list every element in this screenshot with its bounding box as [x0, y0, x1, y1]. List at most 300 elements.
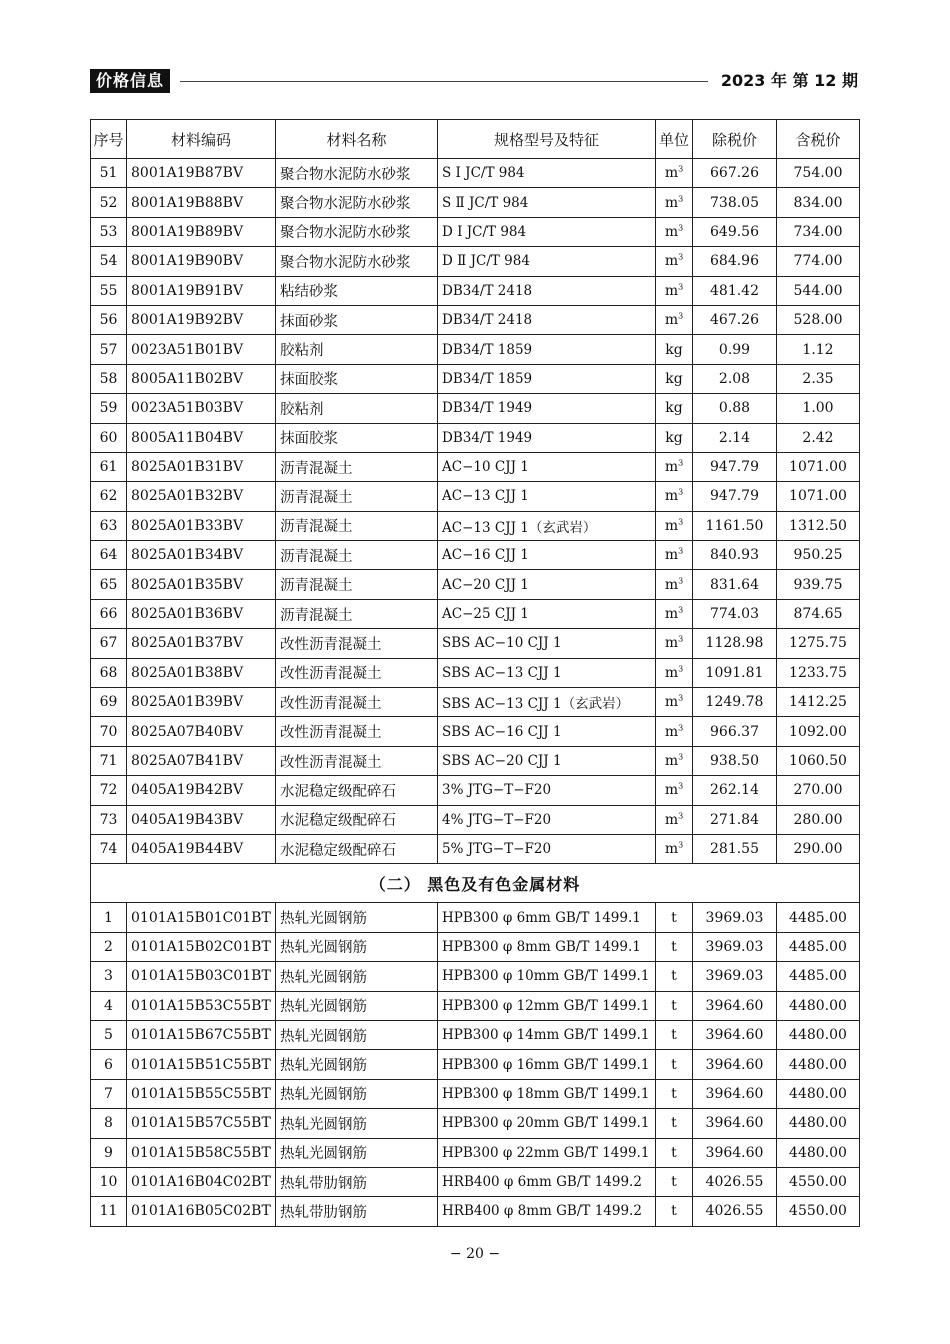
price-ex-tax: 649.56	[710, 223, 759, 240]
spec: AC−13 CJJ 1（玄武岩）	[442, 519, 597, 536]
table-row	[91, 335, 860, 364]
material-name-cell	[276, 834, 438, 863]
material-code-cell	[127, 1079, 276, 1108]
price-ex-tax-cell	[693, 511, 777, 540]
material-code-cell	[127, 188, 276, 217]
material-name-cell	[276, 423, 438, 452]
row-number-cell	[91, 658, 127, 687]
price-inc-tax-cell	[777, 688, 860, 717]
spec-cell	[438, 903, 656, 932]
row-number: 1	[104, 909, 113, 926]
price-ex-tax-cell	[693, 1109, 777, 1138]
unit: t	[671, 909, 677, 926]
material-name-cell	[276, 805, 438, 834]
price-inc-tax: 1312.50	[789, 517, 847, 534]
col-header-name: 材料名称	[276, 120, 438, 159]
table-row	[91, 247, 860, 276]
price-inc-tax: 754.00	[793, 165, 843, 182]
price-ex-tax: 3964.60	[705, 1027, 764, 1044]
row-number-cell	[91, 159, 127, 188]
material-code: 0101A15B67C55BT	[131, 1027, 271, 1044]
price-ex-tax-cell	[693, 1020, 777, 1049]
spec: SBS AC−16 CJJ 1	[442, 723, 562, 740]
material-name: 热轧光圆钢筋	[280, 1087, 367, 1104]
material-code-cell	[127, 834, 276, 863]
price-ex-tax-cell	[693, 1167, 777, 1196]
unit: m	[664, 194, 679, 211]
unit: m	[664, 782, 679, 799]
spec-cell	[438, 1020, 656, 1049]
material-code: 8025A01B37BV	[131, 635, 244, 652]
unit-cell	[656, 364, 693, 393]
material-name-cell	[276, 452, 438, 481]
row-number-cell	[91, 305, 127, 334]
table-body-part-1	[91, 159, 860, 864]
price-inc-tax: 4480.00	[789, 997, 847, 1014]
material-name: 热轧光圆钢筋	[280, 1146, 367, 1163]
price-inc-tax-cell	[777, 717, 860, 746]
material-name: 水泥稳定级配碎石	[280, 813, 396, 830]
unit-cell	[656, 688, 693, 717]
unit-cell	[656, 1020, 693, 1049]
material-name: 抹面胶浆	[280, 431, 338, 448]
row-number-cell	[91, 276, 127, 305]
price-ex-tax: 3964.60	[705, 1144, 764, 1161]
page-number: − 20 −	[449, 1246, 501, 1262]
material-name: 热轧光圆钢筋	[280, 969, 367, 986]
row-number-cell	[91, 570, 127, 599]
unit-cell	[656, 903, 693, 932]
row-number-cell	[91, 188, 127, 217]
material-name: 改性沥青混凝土	[280, 636, 382, 653]
unit-cell	[656, 658, 693, 687]
material-code: 0101A16B05C02BT	[131, 1203, 271, 1220]
price-table	[90, 119, 860, 1227]
price-inc-tax-cell	[777, 305, 860, 334]
table-row	[91, 1020, 860, 1049]
row-number-cell	[91, 688, 127, 717]
price-ex-tax: 3964.60	[705, 1115, 764, 1132]
material-code: 8025A07B41BV	[131, 753, 244, 769]
price-inc-tax-cell	[777, 1197, 860, 1226]
material-name: 聚合物水泥防水砂浆	[280, 254, 411, 271]
spec-cell	[438, 805, 656, 834]
material-code-cell	[127, 932, 276, 961]
price-ex-tax: 738.05	[710, 194, 759, 211]
price-inc-tax: 1.12	[802, 341, 834, 358]
price-ex-tax-cell	[693, 1138, 777, 1167]
spec-cell	[438, 717, 656, 746]
spec: D Ⅰ JC/T 984	[442, 223, 527, 240]
material-code-cell	[127, 394, 276, 423]
row-number: 5	[104, 1027, 113, 1044]
material-name-cell	[276, 1197, 438, 1226]
price-ex-tax: 938.50	[710, 753, 759, 769]
spec: DB34/T 1949	[442, 400, 533, 417]
table-row	[91, 570, 860, 599]
price-inc-tax-cell	[777, 394, 860, 423]
table-header	[91, 120, 860, 159]
price-inc-tax-cell	[777, 932, 860, 961]
material-code-cell	[127, 305, 276, 334]
row-number: 8	[104, 1115, 113, 1132]
price-inc-tax: 4485.00	[789, 909, 847, 926]
spec: HRB400 φ 8mm GB/T 1499.2	[442, 1203, 642, 1220]
material-code: 0023A51B03BV	[131, 400, 244, 417]
spec: HPB300 φ 18mm GB/T 1499.1	[442, 1085, 650, 1102]
material-name: 粘结砂浆	[280, 284, 338, 301]
price-inc-tax-cell	[777, 188, 860, 217]
material-name: 抹面砂浆	[280, 313, 338, 330]
table-row	[91, 717, 860, 746]
material-code-cell	[127, 688, 276, 717]
material-code: 8005A11B04BV	[131, 429, 244, 446]
table-row	[91, 1167, 860, 1196]
table-row	[91, 776, 860, 805]
unit-cell	[656, 217, 693, 246]
price-inc-tax-cell	[777, 452, 860, 481]
price-ex-tax: 271.84	[710, 811, 759, 828]
row-number: 58	[99, 370, 118, 387]
spec: DB34/T 1949	[442, 429, 533, 446]
price-ex-tax: 2.14	[718, 429, 751, 446]
material-name: 热轧带肋钢筋	[280, 1204, 367, 1221]
price-ex-tax: 281.55	[710, 841, 759, 858]
price-inc-tax-cell	[777, 247, 860, 276]
row-number: 59	[99, 400, 118, 417]
unit-exponent: 3	[678, 634, 684, 644]
material-code: 0101A15B01C01BT	[131, 909, 271, 926]
row-number-cell	[91, 805, 127, 834]
col-header-price-inc-tax: 含税价	[777, 120, 860, 159]
price-inc-tax: 4480.00	[789, 1027, 847, 1044]
unit-exponent: 3	[678, 752, 684, 762]
table-row	[91, 1079, 860, 1108]
price-ex-tax: 1161.50	[705, 517, 764, 534]
material-code: 8005A11B02BV	[131, 370, 244, 387]
price-inc-tax-cell	[777, 1167, 860, 1196]
price-inc-tax-cell	[777, 1109, 860, 1138]
price-ex-tax-cell	[693, 903, 777, 932]
price-ex-tax-cell	[693, 423, 777, 452]
spec-cell	[438, 1197, 656, 1226]
unit: t	[671, 1174, 677, 1191]
spec: HPB300 φ 14mm GB/T 1499.1	[442, 1027, 650, 1044]
spec-cell	[438, 1167, 656, 1196]
table-row	[91, 991, 860, 1020]
price-inc-tax-cell	[777, 658, 860, 687]
material-code: 8025A01B39BV	[131, 694, 244, 711]
price-inc-tax-cell	[777, 511, 860, 540]
material-code-cell	[127, 511, 276, 540]
row-number: 52	[99, 194, 118, 211]
table-row	[91, 932, 860, 961]
spec: 5% JTG−T−F20	[442, 841, 552, 858]
unit-cell	[656, 962, 693, 991]
material-code: 0101A15B57C55BT	[131, 1115, 271, 1132]
spec-cell	[438, 658, 656, 687]
row-number-cell	[91, 599, 127, 628]
unit-exponent: 3	[678, 458, 684, 468]
unit: t	[671, 1203, 677, 1220]
unit: kg	[665, 370, 683, 387]
row-number-cell	[91, 217, 127, 246]
unit: t	[671, 1056, 677, 1073]
spec-cell	[438, 394, 656, 423]
spec-cell	[438, 776, 656, 805]
spec-cell	[438, 364, 656, 393]
price-ex-tax: 3964.60	[705, 1085, 764, 1102]
table-row	[91, 452, 860, 481]
row-number-cell	[91, 746, 127, 775]
table-row	[91, 511, 860, 540]
material-code: 0101A16B04C02BT	[131, 1174, 271, 1191]
col-header-price-ex-tax: 除税价	[693, 120, 777, 159]
unit-exponent: 3	[678, 487, 684, 497]
unit-exponent: 3	[678, 664, 684, 674]
unit-cell	[656, 1050, 693, 1079]
price-inc-tax-cell	[777, 599, 860, 628]
row-number: 4	[104, 997, 113, 1014]
price-inc-tax: 834.00	[793, 194, 843, 211]
unit-exponent: 3	[678, 693, 684, 703]
price-ex-tax-cell	[693, 394, 777, 423]
price-inc-tax-cell	[777, 423, 860, 452]
row-number-cell	[91, 247, 127, 276]
unit: m	[664, 253, 679, 270]
spec: AC−13 CJJ 1	[442, 488, 529, 505]
material-code: 8025A01B38BV	[131, 664, 244, 681]
material-code: 8001A19B92BV	[131, 312, 244, 329]
material-name-cell	[276, 629, 438, 658]
col-header-unit: 单位	[656, 120, 693, 159]
price-inc-tax: 939.75	[793, 576, 843, 593]
material-name: 水泥稳定级配碎石	[280, 842, 396, 859]
row-number-cell	[91, 511, 127, 540]
unit: t	[671, 938, 677, 955]
price-ex-tax-cell	[693, 834, 777, 863]
material-code: 8001A19B89BV	[131, 223, 244, 240]
row-number: 66	[99, 606, 118, 623]
unit-exponent: 3	[678, 811, 684, 821]
unit-cell	[656, 482, 693, 511]
price-inc-tax: 2.42	[802, 429, 834, 446]
material-code: 8025A01B34BV	[131, 547, 244, 564]
row-number-cell	[91, 717, 127, 746]
material-code-cell	[127, 364, 276, 393]
material-name-cell	[276, 1079, 438, 1108]
price-inc-tax: 950.25	[793, 547, 843, 564]
material-name: 热轧光圆钢筋	[280, 1028, 367, 1045]
price-inc-tax-cell	[777, 159, 860, 188]
price-inc-tax: 1092.00	[789, 723, 847, 740]
row-number: 62	[99, 488, 118, 505]
spec-cell	[438, 159, 656, 188]
unit-cell	[656, 305, 693, 334]
price-ex-tax: 4026.55	[705, 1203, 764, 1220]
material-name: 沥青混凝土	[280, 519, 353, 536]
price-inc-tax: 4480.00	[789, 1115, 847, 1132]
spec-cell	[438, 570, 656, 599]
material-name: 抹面胶浆	[280, 372, 338, 389]
unit-exponent: 3	[678, 252, 684, 262]
material-name: 沥青混凝土	[280, 607, 353, 624]
unit-exponent: 3	[678, 576, 684, 585]
material-code-cell	[127, 570, 276, 599]
spec-cell	[438, 932, 656, 961]
price-ex-tax: 0.99	[718, 341, 751, 358]
spec: SBS AC−10 CJJ 1	[442, 635, 562, 652]
col-header-code: 材料编码	[127, 120, 276, 159]
material-code: 0405A19B43BV	[131, 811, 244, 828]
material-name-cell	[276, 159, 438, 188]
material-code-cell	[127, 599, 276, 628]
spec-cell	[438, 305, 656, 334]
material-code-cell	[127, 717, 276, 746]
row-number: 69	[99, 694, 118, 711]
price-ex-tax: 1128.98	[705, 635, 764, 652]
spec: HPB300 φ 6mm GB/T 1499.1	[442, 909, 641, 926]
spec: SBS AC−13 CJJ 1	[442, 664, 562, 681]
price-inc-tax: 1071.00	[789, 488, 847, 505]
row-number-cell	[91, 834, 127, 863]
table-row	[91, 746, 860, 775]
material-code-cell	[127, 423, 276, 452]
price-ex-tax: 774.03	[710, 606, 759, 623]
material-name-cell	[276, 599, 438, 628]
price-ex-tax-cell	[693, 247, 777, 276]
material-code-cell	[127, 991, 276, 1020]
unit-cell	[656, 1109, 693, 1138]
material-code-cell	[127, 1197, 276, 1226]
unit-cell	[656, 159, 693, 188]
table-row	[91, 658, 860, 687]
material-code-cell	[127, 746, 276, 775]
spec-cell	[438, 247, 656, 276]
row-number: 3	[104, 968, 113, 985]
spec-cell	[438, 834, 656, 863]
price-inc-tax: 544.00	[793, 282, 843, 299]
spec-cell	[438, 335, 656, 364]
row-number-cell	[91, 1197, 127, 1226]
unit-cell	[656, 629, 693, 658]
material-name: 沥青混凝土	[280, 548, 353, 565]
price-inc-tax-cell	[777, 991, 860, 1020]
unit-exponent: 3	[678, 605, 684, 615]
material-name-cell	[276, 305, 438, 334]
row-number: 72	[99, 782, 118, 799]
spec-cell	[438, 1079, 656, 1108]
price-inc-tax-cell	[777, 1020, 860, 1049]
page-header	[90, 69, 858, 95]
spec: DB34/T 1859	[442, 341, 533, 358]
material-name: 聚合物水泥防水砂浆	[280, 196, 411, 213]
spec: DB34/T 2418	[442, 312, 533, 329]
table-row	[91, 394, 860, 423]
row-number-cell	[91, 629, 127, 658]
unit: m	[664, 312, 679, 329]
price-ex-tax-cell	[693, 599, 777, 628]
price-ex-tax: 840.93	[710, 547, 759, 564]
material-name-cell	[276, 1050, 438, 1079]
unit: m	[664, 606, 679, 623]
row-number: 55	[99, 282, 118, 299]
spec-cell	[438, 1050, 656, 1079]
spec: HPB300 φ 16mm GB/T 1499.1	[442, 1056, 650, 1073]
unit: m	[664, 753, 679, 769]
material-code: 8025A01B35BV	[131, 576, 244, 593]
unit-cell	[656, 932, 693, 961]
price-inc-tax: 4485.00	[789, 968, 847, 985]
material-name-cell	[276, 276, 438, 305]
material-code-cell	[127, 482, 276, 511]
row-number-cell	[91, 1050, 127, 1079]
section-row	[91, 864, 860, 903]
material-code: 0101A15B58C55BT	[131, 1144, 271, 1161]
unit: m	[664, 811, 679, 828]
material-name: 沥青混凝土	[280, 460, 353, 477]
spec-cell	[438, 746, 656, 775]
unit-cell	[656, 511, 693, 540]
unit-cell	[656, 541, 693, 570]
unit: t	[671, 997, 677, 1014]
table-row	[91, 599, 860, 628]
spec-cell	[438, 629, 656, 658]
row-number-cell	[91, 482, 127, 511]
unit-exponent: 3	[678, 546, 684, 556]
price-ex-tax-cell	[693, 482, 777, 511]
price-ex-tax-cell	[693, 717, 777, 746]
material-name: 热轧光圆钢筋	[280, 1116, 367, 1133]
price-inc-tax-cell	[777, 276, 860, 305]
spec: AC−10 CJJ 1	[442, 459, 529, 476]
unit-exponent: 3	[678, 193, 684, 203]
row-number: 70	[99, 723, 118, 740]
price-inc-tax-cell	[777, 746, 860, 775]
table-row	[91, 1050, 860, 1079]
price-ex-tax: 3969.03	[705, 938, 764, 955]
price-ex-tax: 0.88	[718, 400, 751, 417]
spec: SBS AC−20 CJJ 1	[442, 753, 562, 769]
price-ex-tax-cell	[693, 305, 777, 334]
row-number-cell	[91, 1020, 127, 1049]
unit-cell	[656, 776, 693, 805]
price-inc-tax: 528.00	[793, 312, 843, 329]
material-name: 热轧光圆钢筋	[280, 940, 367, 957]
unit-exponent: 3	[678, 517, 684, 527]
material-name-cell	[276, 247, 438, 276]
material-code-cell	[127, 1050, 276, 1079]
material-code: 8001A19B90BV	[131, 253, 244, 270]
table-row	[91, 1109, 860, 1138]
spec: D Ⅱ JC/T 984	[442, 253, 530, 270]
row-number: 74	[99, 841, 118, 858]
row-number-cell	[91, 335, 127, 364]
unit-cell	[656, 1138, 693, 1167]
price-inc-tax: 4480.00	[789, 1085, 847, 1102]
material-code: 0405A19B44BV	[131, 841, 244, 858]
unit-exponent: 3	[678, 282, 684, 292]
material-name: 沥青混凝土	[280, 578, 353, 595]
spec-cell	[438, 688, 656, 717]
table-row	[91, 482, 860, 511]
material-name: 热轧光圆钢筋	[280, 1058, 367, 1075]
spec-cell	[438, 1138, 656, 1167]
table-row	[91, 305, 860, 334]
price-ex-tax: 262.14	[710, 782, 759, 799]
unit: kg	[665, 400, 683, 417]
spec: AC−20 CJJ 1	[442, 576, 529, 593]
